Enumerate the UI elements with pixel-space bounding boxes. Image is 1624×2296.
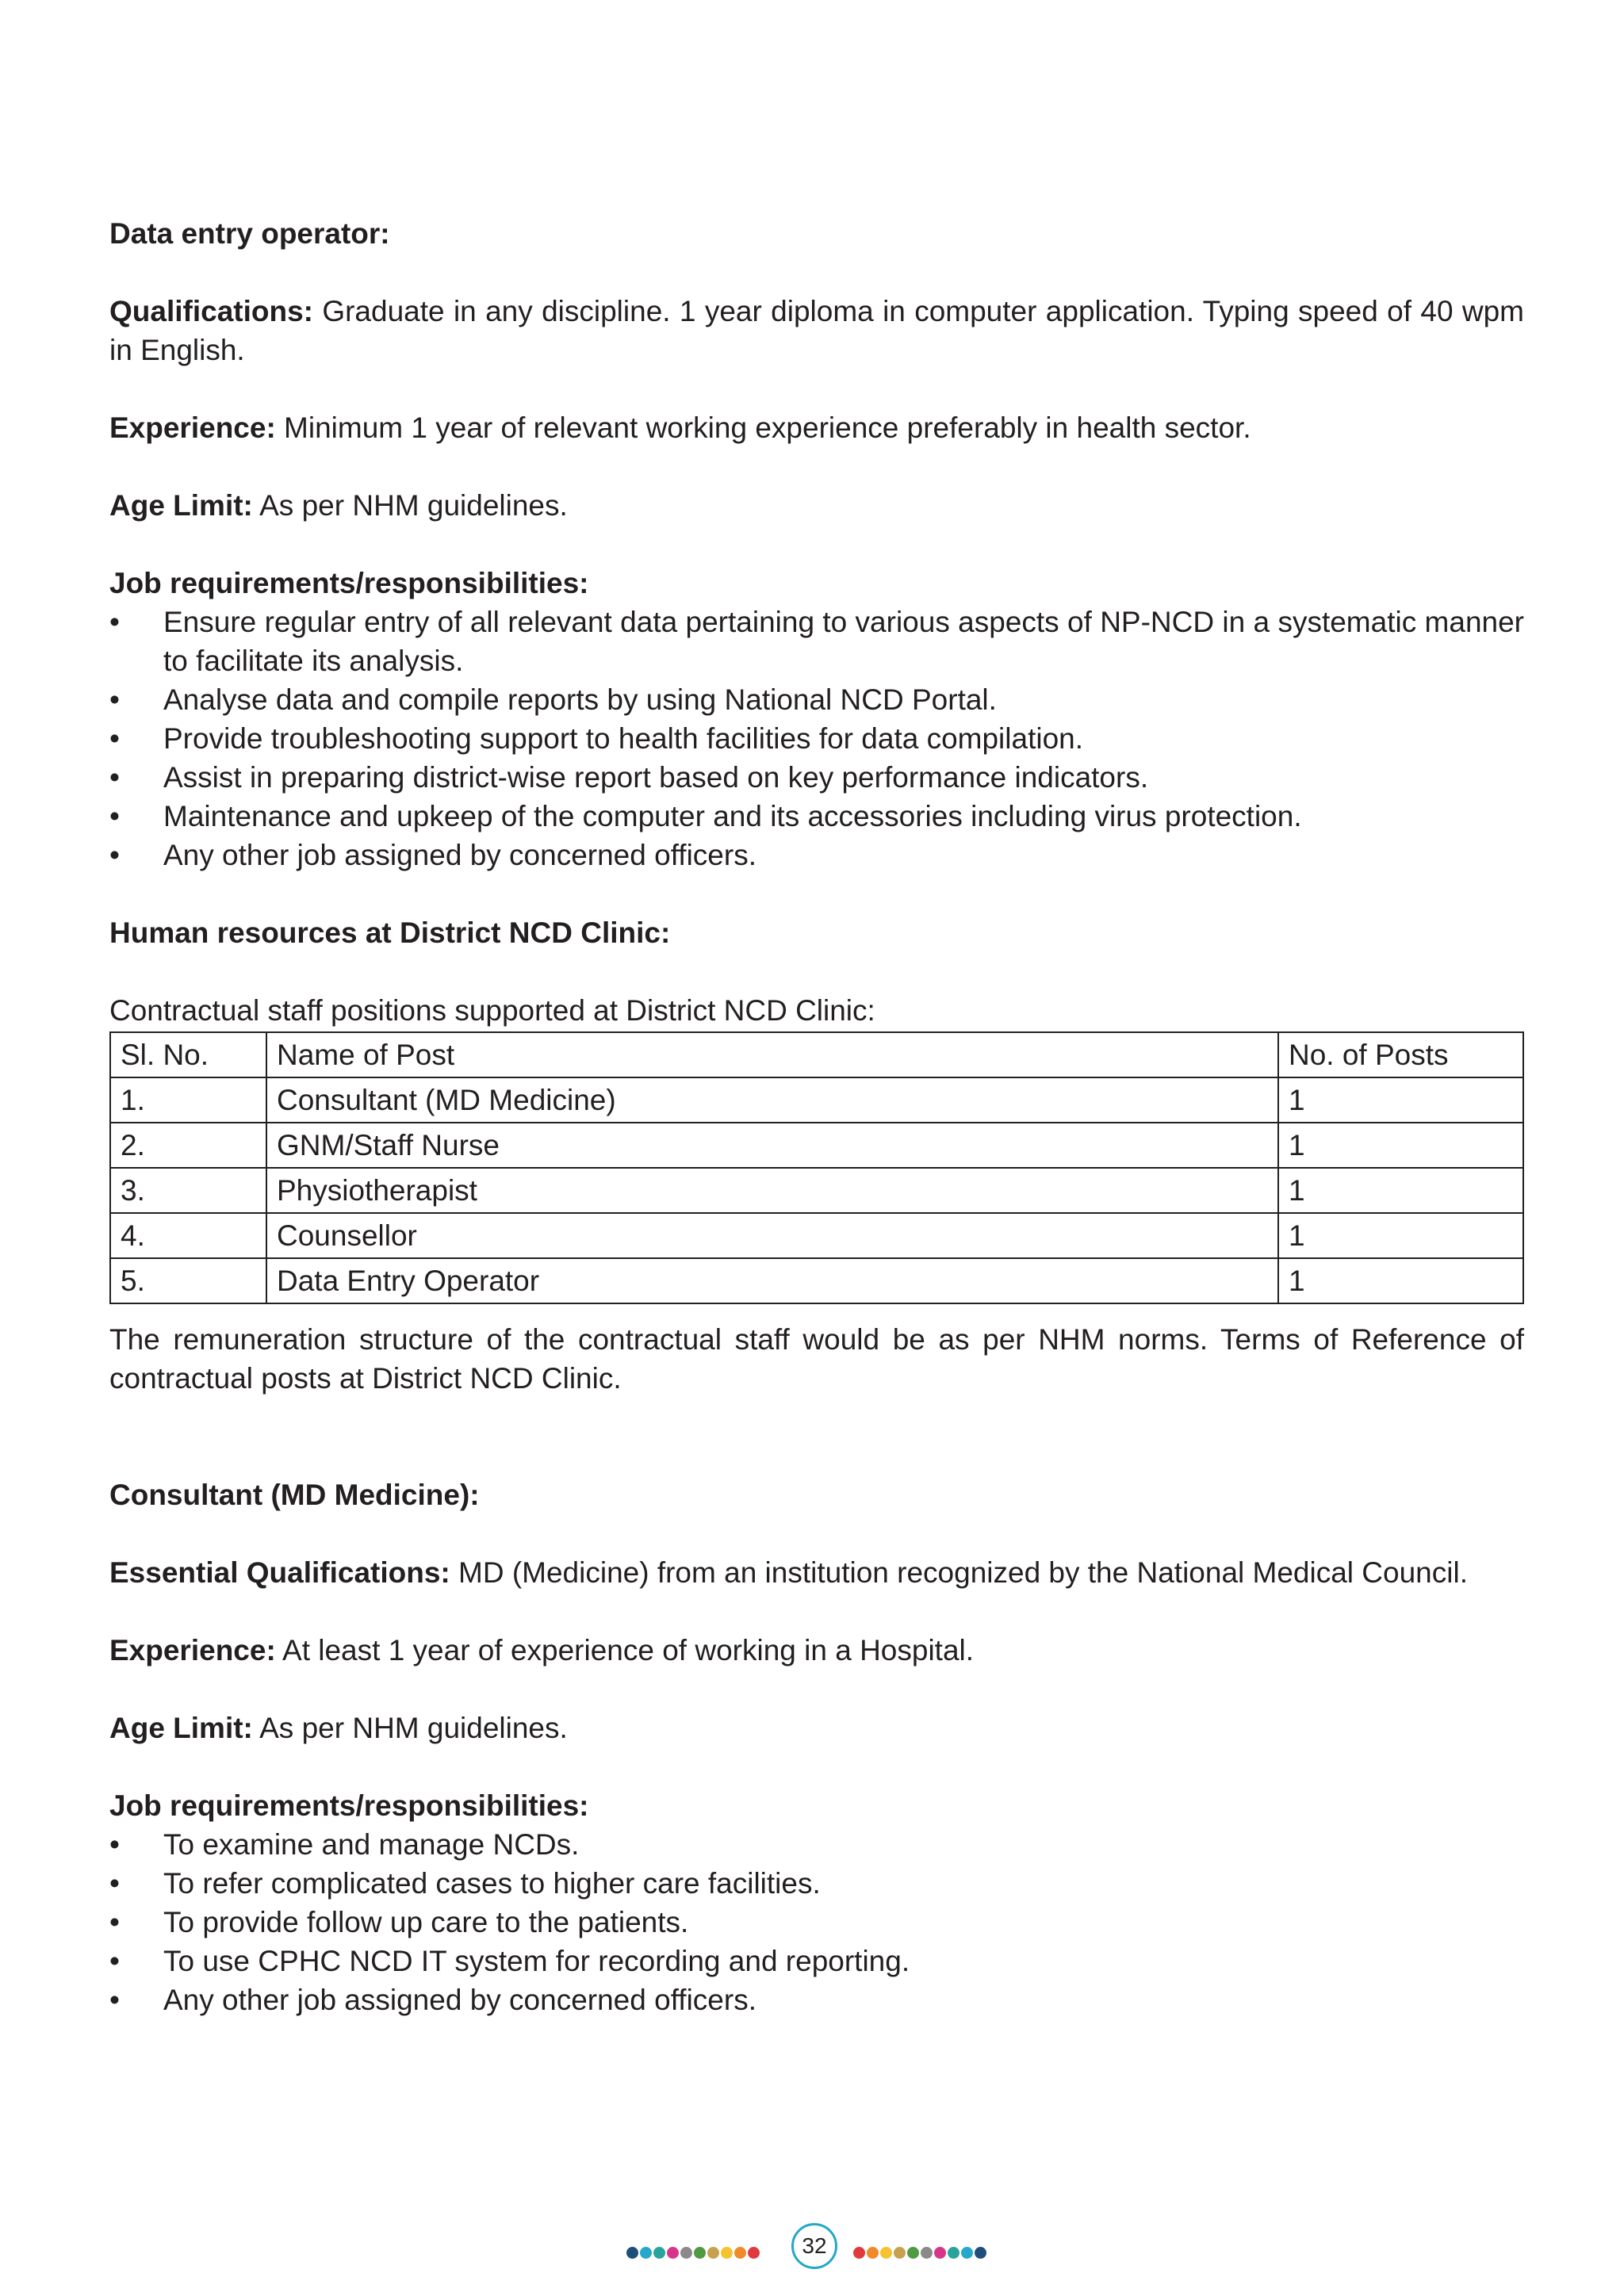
header-cell: Name of Post — [266, 1032, 1278, 1077]
hr-title: Human resources at District NCD Clinic: — [109, 916, 671, 949]
table-row — [110, 1258, 1523, 1303]
decorative-dot-icon — [667, 2247, 679, 2259]
decorative-dot-icon — [626, 2247, 638, 2259]
deo-bullet-list — [109, 603, 1524, 874]
list-item: • Analyse data and compile reports by using National NCD Portal. — [109, 680, 1524, 719]
decorative-dot-icon — [694, 2247, 706, 2259]
table-cell: 3. — [110, 1168, 266, 1213]
decorative-dot-icon — [734, 2247, 746, 2259]
consultant-job-heading: Job requirements/responsibilities: — [109, 1789, 589, 1822]
decorative-dot-icon — [721, 2247, 733, 2259]
deo-qual-text: Graduate in any discipline. 1 year diploma in computer application. Typing speed of 40 wpm in English. — [109, 295, 1524, 366]
deo-age-limit — [109, 486, 1524, 525]
decorative-dot-icon — [907, 2247, 919, 2259]
decorative-dot-icon — [653, 2247, 665, 2259]
consultant-experience — [109, 1631, 1524, 1670]
decorative-dot-icon — [880, 2247, 892, 2259]
list-item: • Provide troubleshooting support to health facilities for data compilation. — [109, 719, 1524, 758]
table-cell: 1 — [1278, 1213, 1523, 1258]
table-cell: 5. — [110, 1258, 266, 1303]
list-item: • Any other job assigned by concerned officers. — [109, 1980, 1524, 2019]
list-item: • Maintenance and upkeep of the computer and its accessories including virus protection. — [109, 797, 1524, 836]
consultant-title: Consultant (MD Medicine): — [109, 1479, 480, 1511]
deo-exp-label: Experience: — [109, 411, 276, 444]
list-item: • To refer complicated cases to higher care facilities. — [109, 1864, 1524, 1903]
deo-qualifications — [109, 292, 1524, 369]
table-cell: 1 — [1278, 1258, 1523, 1303]
hr-intro: Contractual staff positions supported at District NCD Clinic: — [109, 994, 875, 1027]
table-header-row — [110, 1032, 1523, 1077]
page-content — [109, 214, 1524, 2019]
deo-exp-text: Minimum 1 year of relevant working experience preferably in health sector. — [275, 411, 1251, 444]
consultant-bullet-list — [109, 1825, 1524, 2019]
decorative-dot-icon — [975, 2247, 986, 2259]
decorative-dot-icon — [853, 2247, 865, 2259]
posts-table — [109, 1031, 1524, 1304]
table-cell: 1 — [1278, 1168, 1523, 1213]
consultant-age-label: Age Limit: — [109, 1712, 253, 1744]
list-item: • To examine and manage NCDs. — [109, 1825, 1524, 1864]
table-cell: Data Entry Operator — [266, 1258, 1278, 1303]
consultant-qualifications — [109, 1553, 1524, 1592]
decorative-dot-icon — [961, 2247, 973, 2259]
table-cell: 4. — [110, 1213, 266, 1258]
deo-title: Data entry operator: — [109, 217, 390, 250]
decorative-dot-icon — [680, 2247, 692, 2259]
table-cell: Counsellor — [266, 1213, 1278, 1258]
consultant-qual-text: MD (Medicine) from an institution recognized by the National Medical Council. — [450, 1556, 1468, 1589]
list-item: • Ensure regular entry of all relevant data pertaining to various aspects of NP-NCD in a systematic manner to facilitate its analysis. — [109, 603, 1524, 680]
decorative-dot-icon — [867, 2247, 879, 2259]
table-cell: Physiotherapist — [266, 1168, 1278, 1213]
hr-note: The remuneration structure of the contractual staff would be as per NHM norms. Terms of Reference of contractual posts at District NCD Clinic. — [109, 1323, 1524, 1395]
deo-experience — [109, 408, 1524, 447]
list-item: • To use CPHC NCD IT system for recording and reporting. — [109, 1942, 1524, 1980]
list-item: • To provide follow up care to the patients. — [109, 1903, 1524, 1942]
decorative-dot-icon — [640, 2247, 652, 2259]
table-row — [110, 1168, 1523, 1213]
deo-job-heading: Job requirements/responsibilities: — [109, 567, 589, 599]
deo-qual-label: Qualifications: — [109, 295, 313, 327]
deo-age-label: Age Limit: — [109, 489, 253, 522]
consultant-age-limit — [109, 1709, 1524, 1747]
table-cell: 1 — [1278, 1123, 1523, 1168]
deo-age-text: As per NHM guidelines. — [252, 489, 568, 522]
table-row — [110, 1077, 1523, 1123]
decorative-dot-icon — [748, 2247, 760, 2259]
decorative-dot-icon — [894, 2247, 906, 2259]
consultant-exp-label: Experience: — [109, 1634, 276, 1667]
table-row — [110, 1123, 1523, 1168]
table-cell: 1. — [110, 1077, 266, 1123]
consultant-exp-text: At least 1 year of experience of working in a Hospital. — [275, 1634, 975, 1667]
table-cell: 1 — [1278, 1077, 1523, 1123]
table-row — [110, 1213, 1523, 1258]
table-cell: GNM/Staff Nurse — [266, 1123, 1278, 1168]
list-item: • Any other job assigned by concerned officers. — [109, 836, 1524, 874]
decorative-dot-icon — [934, 2247, 946, 2259]
table-cell: Consultant (MD Medicine) — [266, 1077, 1278, 1123]
header-cell: Sl. No. — [110, 1032, 266, 1077]
decorative-dot-icon — [948, 2247, 959, 2259]
list-item: • Assist in preparing district-wise report based on key performance indicators. — [109, 758, 1524, 797]
decorative-dot-icon — [707, 2247, 719, 2259]
page-number: 32 — [791, 2223, 837, 2269]
header-cell: No. of Posts — [1278, 1032, 1523, 1077]
consultant-qual-label: Essential Qualifications: — [109, 1556, 450, 1589]
decorative-dot-icon — [921, 2247, 933, 2259]
consultant-age-text: As per NHM guidelines. — [252, 1712, 568, 1744]
table-cell: 2. — [110, 1123, 266, 1168]
